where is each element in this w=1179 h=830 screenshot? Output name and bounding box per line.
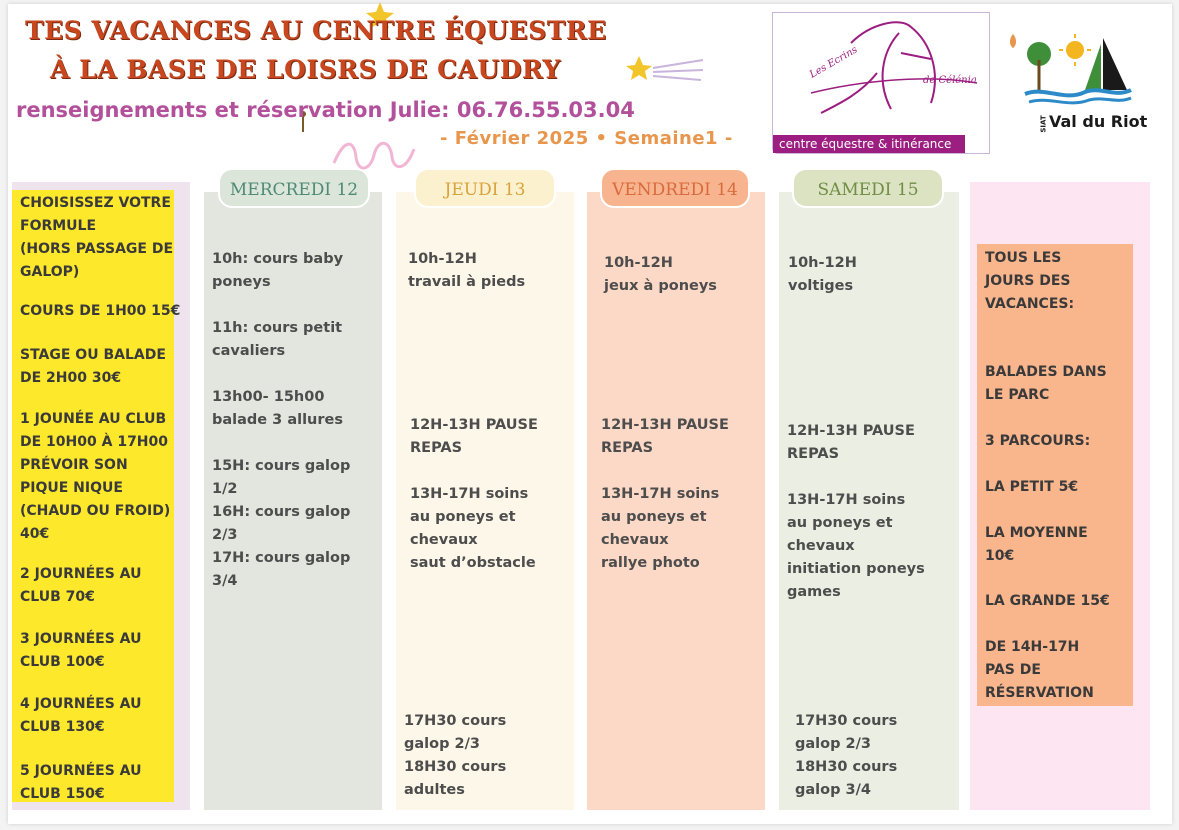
friday-afternoon: 12H-13H PAUSE REPAS 13H-17H soins au poneys et chevaux rallye photo bbox=[601, 417, 729, 571]
info-item: LA MOYENNE 10€ bbox=[985, 525, 1088, 564]
info-item: BALADES DANS LE PARC bbox=[985, 364, 1107, 403]
info-item: LA GRANDE 15€ bbox=[985, 593, 1110, 609]
formula-item: 1 JOUNÉE AU CLUB DE 10H00 À 17H00 PRÉVOIR SON PIQUE NIQUE (CHAUD OU FROID) 40€ bbox=[20, 411, 171, 542]
equestrian-center-logo bbox=[772, 12, 990, 154]
formula-item: 3 JOURNÉES AU CLUB 100€ bbox=[20, 631, 142, 670]
title-line-2: À LA BASE DE LOISRS DE CAUDRY bbox=[50, 55, 561, 84]
info-item: TOUS LES JOURS DES VACANCES: bbox=[985, 250, 1075, 312]
equestre-band: centre équestre & itinérance bbox=[773, 135, 965, 153]
wednesday-schedule: 10h: cours baby poneys 11h: cours petit cavaliers 13h00- 15h00 balade 3 allures 15H: cours galop 1/2 16H: cours galop 2/3 17H: cours galop 3/4 bbox=[212, 251, 351, 589]
thursday-morning: 10h-12H travail à pieds bbox=[408, 251, 526, 290]
formula-item: 5 JOURNÉES AU CLUB 150€ bbox=[20, 763, 142, 802]
formula-item: 4 JOURNÉES AU CLUB 130€ bbox=[20, 696, 142, 735]
saturday-afternoon: 12H-13H PAUSE REPAS 13H-17H soins au poneys et chevaux initiation poneys games bbox=[787, 423, 925, 600]
leaf-icon bbox=[1008, 34, 1018, 48]
info-item: DE 14H-17H PAS DE RÉSERVATION bbox=[985, 639, 1094, 701]
saturday-morning: 10h-12H voltiges bbox=[788, 255, 857, 294]
shooting-star-icon bbox=[625, 52, 705, 92]
formula-item: COURS DE 1H00 15€ bbox=[20, 303, 181, 319]
info-item: 3 PARCOURS: bbox=[985, 433, 1091, 449]
contact-line: renseignements et réservation Julie: 06.76.55.03.04 bbox=[16, 98, 635, 122]
val-du-riot-logo bbox=[1015, 30, 1148, 140]
day-header-thursday: JEUDI 13 bbox=[414, 168, 556, 208]
period-label: - Février 2025 • Semaine1 - bbox=[440, 128, 733, 149]
siat-label: SIAT bbox=[1039, 115, 1048, 133]
val-du-riot-name: Val du Riot bbox=[1049, 112, 1148, 131]
thursday-evening: 17H30 cours galop 2/3 18H30 cours adultes bbox=[404, 713, 507, 798]
day-header-friday: VENDREDI 14 bbox=[600, 168, 750, 208]
equestre-sub: de Célénia bbox=[923, 75, 977, 86]
day-header-wednesday: MERCREDI 12 bbox=[218, 168, 370, 208]
friday-morning: 10h-12H jeux à poneys bbox=[604, 255, 717, 294]
info-item: LA PETIT 5€ bbox=[985, 479, 1079, 495]
formula-item: STAGE OU BALADE DE 2H00 30€ bbox=[20, 347, 166, 386]
title-line-1: TES VACANCES AU CENTRE ÉQUESTRE bbox=[25, 16, 607, 45]
saturday-evening: 17H30 cours galop 2/3 18H30 cours galop 3/4 bbox=[795, 713, 898, 798]
formula-title: CHOISISSEZ VOTRE FORMULE (HORS PASSAGE DE GALOP) bbox=[20, 195, 174, 280]
formula-item: 2 JOURNÉES AU CLUB 70€ bbox=[20, 566, 142, 605]
equestre-name: Les Ecrins bbox=[807, 44, 860, 81]
tree-sun-sail-icon bbox=[1015, 30, 1135, 110]
thursday-afternoon: 12H-13H PAUSE REPAS 13H-17H soins au poneys et chevaux saut d’obstacle bbox=[410, 417, 538, 571]
day-header-saturday: SAMEDI 15 bbox=[792, 168, 944, 208]
